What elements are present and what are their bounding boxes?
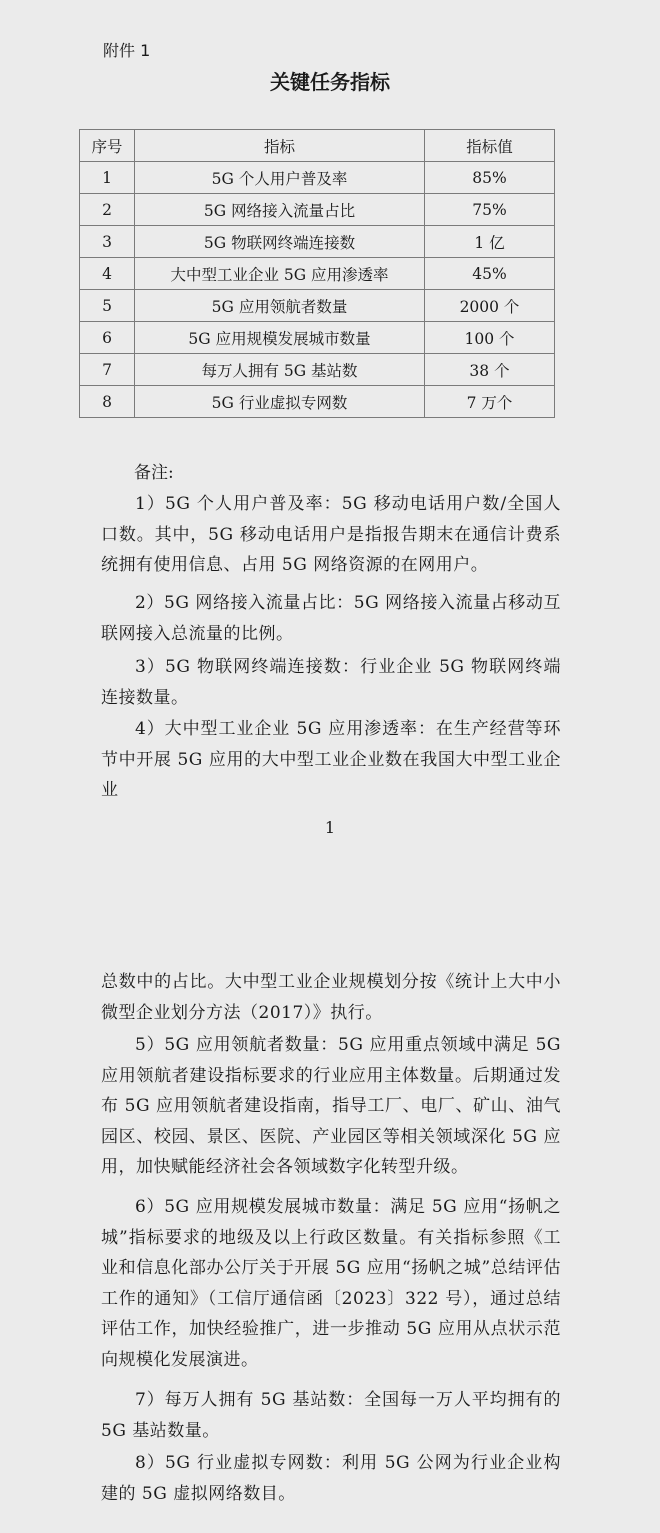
row-value: 2000 个 bbox=[425, 290, 555, 322]
table-row bbox=[80, 226, 555, 258]
notes-label: 备注: bbox=[134, 463, 174, 483]
note-paragraph: 2）5G 网络接入流量占比：5G 网络接入流量占移动互联网接入总流量的比例。 bbox=[101, 593, 561, 644]
table-header-row bbox=[80, 130, 555, 162]
note-paragraph: 3）5G 物联网终端连接数：行业企业 5G 物联网终端连接数量。 bbox=[101, 657, 561, 708]
document-title: 关键任务指标 bbox=[270, 70, 390, 94]
note-paragraph: 8）5G 行业虚拟专网数：利用 5G 公网为行业企业构建的 5G 虚拟网络数目。 bbox=[101, 1453, 561, 1504]
row-indicator: 5G 应用规模发展城市数量 bbox=[135, 322, 425, 354]
row-index: 1 bbox=[80, 162, 135, 194]
row-indicator: 5G 网络接入流量占比 bbox=[135, 194, 425, 226]
note-paragraph: 6）5G 应用规模发展城市数量：满足 5G 应用“扬帆之城”指标要求的地级及以上行政区数量。有关指标参照《工业和信息化部办公厅关于开展 5G 应用“扬帆之城”总结评估工作的通知》（工信厅通信函〔2023〕322 号），通过总结评估工作，加快经验推广，进一步推动 5G 应用从点状示范向规模化发展演进。 bbox=[101, 1197, 561, 1370]
row-value: 75% bbox=[425, 194, 555, 226]
header-index: 序号 bbox=[80, 130, 135, 162]
row-index: 5 bbox=[80, 290, 135, 322]
row-value: 45% bbox=[425, 258, 555, 290]
table-row bbox=[80, 258, 555, 290]
note-paragraph: 1）5G 个人用户普及率：5G 移动电话用户数/全国人口数。其中，5G 移动电话用户是指报告期末在通信计费系统拥有使用信息、占用 5G 网络资源的在网用户。 bbox=[101, 494, 561, 575]
note-paragraph: 5）5G 应用领航者数量：5G 应用重点领域中满足 5G 应用领航者建设指标要求的行业应用主体数量。后期通过发布 5G 应用领航者建设指南，指导工厂、电厂、矿山、油气园区、校园、景区、医院、产业园区等相关领域深化 5G 应用，加快赋能经济社会各领域数字化转型升级。 bbox=[101, 1035, 561, 1177]
row-index: 6 bbox=[80, 322, 135, 354]
note-paragraph: 4）大中型工业企业 5G 应用渗透率：在生产经营等环节中开展 5G 应用的大中型工业企业数在我国大中型工业企业 bbox=[101, 719, 561, 800]
table-row bbox=[80, 354, 555, 386]
row-index: 4 bbox=[80, 258, 135, 290]
row-value: 100 个 bbox=[425, 322, 555, 354]
row-value: 38 个 bbox=[425, 354, 555, 386]
header-indicator: 指标 bbox=[135, 130, 425, 162]
note-paragraph: 7）每万人拥有 5G 基站数：全国每一万人平均拥有的 5G 基站数量。 bbox=[101, 1390, 561, 1441]
table-row bbox=[80, 290, 555, 322]
table-row bbox=[80, 386, 555, 418]
row-value: 1 亿 bbox=[425, 226, 555, 258]
table-row bbox=[80, 194, 555, 226]
kpi-table bbox=[79, 129, 555, 418]
row-index: 3 bbox=[80, 226, 135, 258]
note-paragraph: 总数中的占比。大中型工业企业规模划分按《统计上大中小微型企业划分方法（2017）》执行。 bbox=[101, 972, 561, 1023]
attachment-label: 附件 1 bbox=[103, 41, 151, 60]
page-number: 1 bbox=[324, 818, 336, 837]
row-index: 7 bbox=[80, 354, 135, 386]
table-row bbox=[80, 162, 555, 194]
row-indicator: 5G 行业虚拟专网数 bbox=[135, 386, 425, 418]
table-row bbox=[80, 322, 555, 354]
row-indicator: 5G 个人用户普及率 bbox=[135, 162, 425, 194]
row-index: 8 bbox=[80, 386, 135, 418]
row-value: 85% bbox=[425, 162, 555, 194]
row-indicator: 每万人拥有 5G 基站数 bbox=[135, 354, 425, 386]
row-index: 2 bbox=[80, 194, 135, 226]
row-value: 7 万个 bbox=[425, 386, 555, 418]
row-indicator: 5G 应用领航者数量 bbox=[135, 290, 425, 322]
row-indicator: 大中型工业企业 5G 应用渗透率 bbox=[135, 258, 425, 290]
header-value: 指标值 bbox=[425, 130, 555, 162]
row-indicator: 5G 物联网终端连接数 bbox=[135, 226, 425, 258]
